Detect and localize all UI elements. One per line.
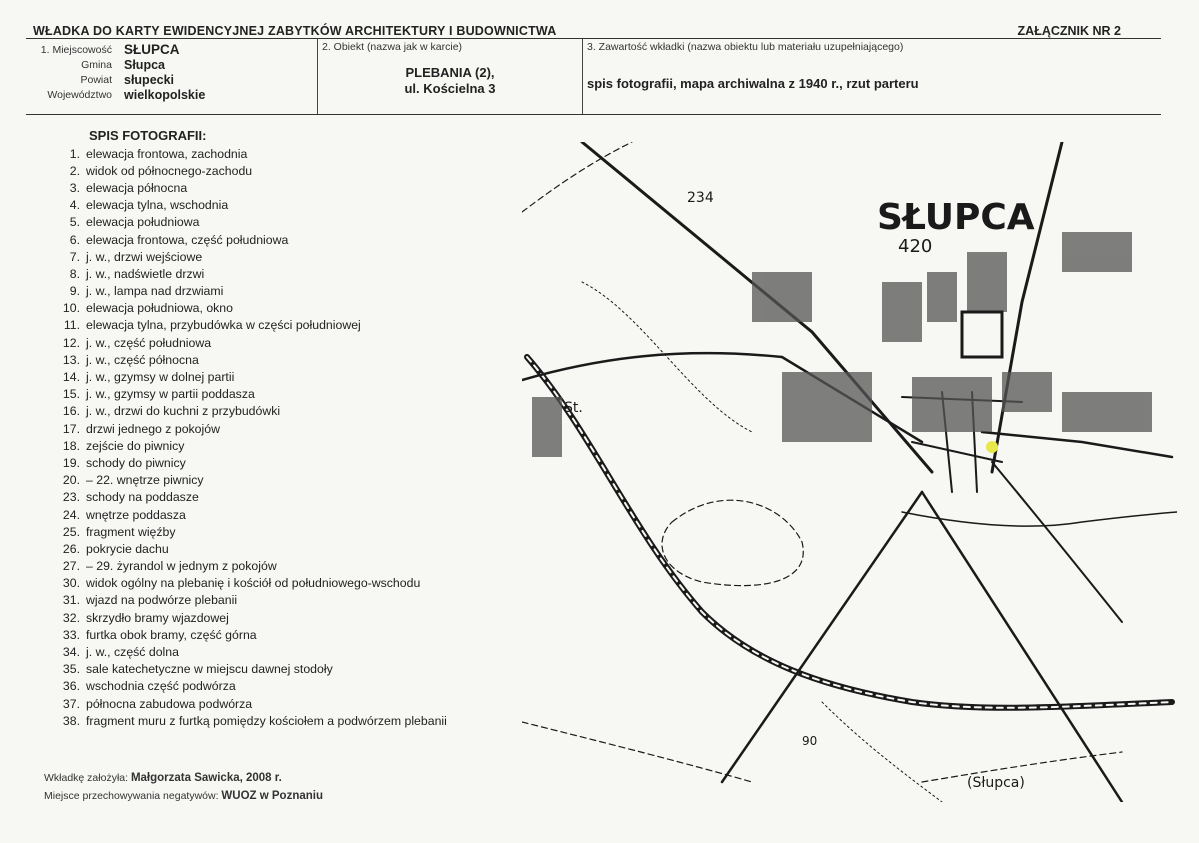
photo-item-number: 5. bbox=[69, 215, 80, 230]
photo-item-text: widok od północnego-zachodu bbox=[86, 163, 253, 178]
photo-item-text: fragment muru z furtką pomiędzy kościołem a podwórzem plebanii bbox=[86, 713, 447, 728]
map-label-234: 234 bbox=[687, 190, 714, 206]
building-block bbox=[967, 252, 1007, 312]
photo-item-text: drzwi jednego z pokojów bbox=[86, 421, 220, 436]
archival-map bbox=[522, 142, 1177, 802]
photo-list-item bbox=[44, 179, 524, 196]
photo-item-number: 10. bbox=[62, 301, 80, 316]
photo-list-item bbox=[44, 197, 524, 214]
photo-list-item bbox=[44, 317, 524, 334]
photo-item-text: elewacja tylna, wschodnia bbox=[86, 198, 229, 213]
photo-item-number: 20. bbox=[62, 473, 80, 488]
photo-item-number: 27. bbox=[62, 559, 80, 574]
location-marker bbox=[986, 441, 998, 453]
photo-list-item bbox=[44, 609, 524, 626]
photo-item-number: 13. bbox=[62, 352, 80, 367]
object-name-line1: PLEBANIA (2), bbox=[405, 65, 495, 80]
voivodeship-value: wielkopolskie bbox=[124, 87, 206, 102]
photo-item-text: j. w., lampa nad drzwiami bbox=[86, 284, 224, 299]
road-southeast bbox=[992, 462, 1122, 622]
photo-item-number: 25. bbox=[62, 524, 80, 539]
photo-list-item bbox=[44, 368, 524, 385]
photo-list-item bbox=[44, 712, 524, 729]
county-row bbox=[36, 72, 321, 87]
photo-item-text: elewacja frontowa, zachodnia bbox=[86, 146, 248, 161]
photo-item-number: 7. bbox=[69, 249, 80, 264]
author-label: Wkładkę założyła: bbox=[44, 772, 129, 784]
photo-item-number: 23. bbox=[62, 490, 80, 505]
content-caption: 3. Zawartość wkładki (nazwa obiektu lub materiału uzupełniającego) bbox=[587, 41, 904, 53]
building-block bbox=[1062, 392, 1152, 432]
photo-list-item bbox=[44, 695, 524, 712]
photo-item-number: 19. bbox=[62, 455, 80, 470]
photo-list-item bbox=[44, 558, 524, 575]
photo-item-text: – 29. żyrandol w jednym z pokojów bbox=[86, 559, 277, 574]
photo-list-item bbox=[44, 661, 524, 678]
photo-item-text: wnętrze poddasza bbox=[86, 507, 186, 522]
photo-item-text: sale katechetyczne w miejscu dawnej stodoły bbox=[86, 662, 333, 677]
photo-item-text: wschodnia część podwórza bbox=[86, 679, 236, 694]
photo-item-number: 36. bbox=[62, 679, 80, 694]
photo-list-item bbox=[44, 489, 524, 506]
object-name-line2: ul. Kościelna 3 bbox=[404, 81, 496, 96]
attachment-number: ZAŁĄCZNIK NR 2 bbox=[1017, 24, 1121, 38]
photo-item-number: 38. bbox=[62, 713, 80, 728]
document-title: WŁADKA DO KARTY EWIDENCYJNEJ ZABYTKÓW ARCHITEKTURY I BUDOWNICTWA bbox=[33, 24, 557, 38]
road-east bbox=[982, 432, 1172, 457]
photo-item-number: 37. bbox=[62, 696, 80, 711]
photo-list-item bbox=[44, 162, 524, 179]
map-label-river: (Słupca) bbox=[967, 775, 1025, 791]
photo-list-item bbox=[44, 420, 524, 437]
photo-list-item bbox=[44, 300, 524, 317]
photo-item-number: 32. bbox=[62, 610, 80, 625]
photo-item-number: 18. bbox=[62, 438, 80, 453]
dashed-path bbox=[522, 722, 752, 782]
photo-item-number: 33. bbox=[62, 627, 80, 642]
photo-item-number: 11. bbox=[63, 318, 80, 333]
photo-item-number: 1. bbox=[69, 146, 80, 161]
photo-item-text: j. w., część południowa bbox=[86, 335, 212, 350]
photo-item-number: 34. bbox=[62, 645, 80, 660]
photo-item-text: elewacja frontowa, część południowa bbox=[86, 232, 289, 247]
voivodeship-row bbox=[36, 87, 321, 102]
photo-list-item bbox=[44, 643, 524, 660]
photo-item-text: fragment więźby bbox=[86, 524, 176, 539]
road-south-diag-1 bbox=[722, 492, 922, 782]
photo-item-text: j. w., nadświetle drzwi bbox=[86, 266, 205, 281]
building-block bbox=[782, 372, 872, 442]
photo-list-item bbox=[44, 386, 524, 403]
photo-item-number: 26. bbox=[62, 541, 80, 556]
commune-label: Gmina bbox=[81, 58, 112, 71]
dashed-path bbox=[662, 500, 803, 585]
county-label: Powiat bbox=[80, 73, 112, 86]
photo-list-item bbox=[44, 265, 524, 282]
photo-list-item bbox=[44, 626, 524, 643]
photo-item-number: 35. bbox=[62, 662, 80, 677]
photo-list-item bbox=[44, 472, 524, 489]
photo-item-text: elewacja północna bbox=[86, 180, 188, 195]
locality-value: SŁUPCA bbox=[124, 42, 180, 57]
photo-list-item bbox=[44, 575, 524, 592]
photo-list-item bbox=[44, 334, 524, 351]
photo-item-number: 30. bbox=[62, 576, 80, 591]
photo-list-item bbox=[44, 351, 524, 368]
photo-list-item bbox=[44, 523, 524, 540]
map-label-station: St. bbox=[564, 400, 583, 416]
photo-list-heading: SPIS FOTOGRAFII: bbox=[89, 128, 207, 143]
metadata-table bbox=[26, 38, 1161, 115]
storage-line bbox=[44, 790, 323, 802]
content-value: spis fotografii, mapa archiwalna z 1940 r., rzut parteru bbox=[587, 76, 919, 91]
photo-item-text: pokrycie dachu bbox=[86, 541, 169, 556]
photo-item-text: widok ogólny na plebanię i kościół od południowego-wschodu bbox=[86, 576, 421, 591]
photo-item-text: schody na poddasze bbox=[86, 490, 199, 505]
photo-item-number: 15. bbox=[62, 387, 80, 402]
photo-item-number: 3. bbox=[69, 180, 80, 195]
building-block bbox=[752, 272, 812, 322]
object-section bbox=[318, 39, 582, 114]
photo-item-text: j. w., drzwi do kuchni z przybudówki bbox=[86, 404, 281, 419]
photo-list-item bbox=[44, 283, 524, 300]
object-caption: 2. Obiekt (nazwa jak w karcie) bbox=[322, 41, 463, 53]
photo-item-number: 12. bbox=[62, 335, 80, 350]
photo-item-text: zejście do piwnicy bbox=[86, 438, 185, 453]
photo-item-number: 4. bbox=[69, 198, 80, 213]
photo-list-item bbox=[44, 506, 524, 523]
photo-item-text: elewacja południowa bbox=[86, 215, 200, 230]
map-label-contour-90: 90 bbox=[802, 734, 818, 748]
photo-item-text: j. w., część dolna bbox=[86, 645, 179, 660]
photo-list-items bbox=[44, 145, 524, 729]
locality-label: 1. Miejscowość bbox=[40, 43, 112, 56]
photo-item-number: 2. bbox=[69, 163, 80, 178]
photo-item-text: skrzydło bramy wjazdowej bbox=[86, 610, 229, 625]
photo-item-text: schody do piwnicy bbox=[86, 455, 186, 470]
photo-list-item bbox=[44, 437, 524, 454]
photo-item-text: j. w., gzymsy w dolnej partii bbox=[86, 370, 235, 385]
building-block bbox=[1062, 232, 1132, 272]
photo-item-text: – 22. wnętrze piwnicy bbox=[86, 473, 204, 488]
author-line bbox=[44, 772, 282, 784]
market-square bbox=[962, 312, 1002, 357]
photo-item-number: 9. bbox=[69, 284, 80, 299]
author-value: Małgorzata Sawicka, 2008 r. bbox=[130, 772, 282, 784]
photo-list-item bbox=[44, 231, 524, 248]
storage-value: WUOZ w Poznaniu bbox=[221, 790, 323, 802]
photo-item-number: 31. bbox=[62, 593, 80, 608]
location-section bbox=[36, 42, 321, 102]
voivodeship-label: Województwo bbox=[47, 88, 112, 101]
map-population: 420 bbox=[898, 236, 933, 257]
object-name bbox=[318, 65, 582, 97]
storage-label: Miejsce przechowywania negatywów: bbox=[44, 790, 219, 802]
photo-item-number: 24. bbox=[62, 507, 80, 522]
photo-list bbox=[44, 128, 524, 729]
photo-item-text: furtka obok bramy, część górna bbox=[86, 627, 257, 642]
photo-item-number: 14. bbox=[62, 370, 80, 385]
building-block bbox=[1002, 372, 1052, 412]
photo-list-item bbox=[44, 214, 524, 231]
photo-list-item bbox=[44, 454, 524, 471]
photo-list-item bbox=[44, 248, 524, 265]
photo-item-text: wjazd na podwórze plebanii bbox=[86, 593, 238, 608]
building-block bbox=[927, 272, 957, 322]
commune-value: Słupca bbox=[124, 57, 165, 72]
photo-list-item bbox=[44, 540, 524, 557]
photo-item-text: elewacja tylna, przybudówka w części południowej bbox=[86, 318, 361, 333]
photo-item-number: 6. bbox=[69, 232, 80, 247]
map-town-name: SŁUPCA bbox=[877, 197, 1035, 238]
photo-list-item bbox=[44, 403, 524, 420]
photo-item-number: 8. bbox=[69, 266, 80, 281]
commune-row bbox=[36, 57, 321, 72]
building-block bbox=[532, 397, 562, 457]
photo-item-number: 16. bbox=[62, 404, 80, 419]
photo-item-number: 17. bbox=[62, 421, 80, 436]
photo-list-item bbox=[44, 678, 524, 695]
photo-item-text: elewacja południowa, okno bbox=[86, 301, 233, 316]
photo-item-text: j. w., gzymsy w partii poddasza bbox=[86, 387, 255, 402]
building-block bbox=[912, 377, 992, 432]
county-value: słupecki bbox=[124, 72, 175, 87]
photo-item-text: j. w., część północna bbox=[86, 352, 199, 367]
building-block bbox=[882, 282, 922, 342]
photo-item-text: j. w., drzwi wejściowe bbox=[86, 249, 203, 264]
photo-list-item bbox=[44, 145, 524, 162]
locality-row bbox=[36, 42, 321, 57]
photo-item-text: północna zabudowa podwórza bbox=[86, 696, 253, 711]
content-section bbox=[583, 39, 1161, 114]
dashed-path bbox=[522, 142, 632, 212]
photo-list-item bbox=[44, 592, 524, 609]
